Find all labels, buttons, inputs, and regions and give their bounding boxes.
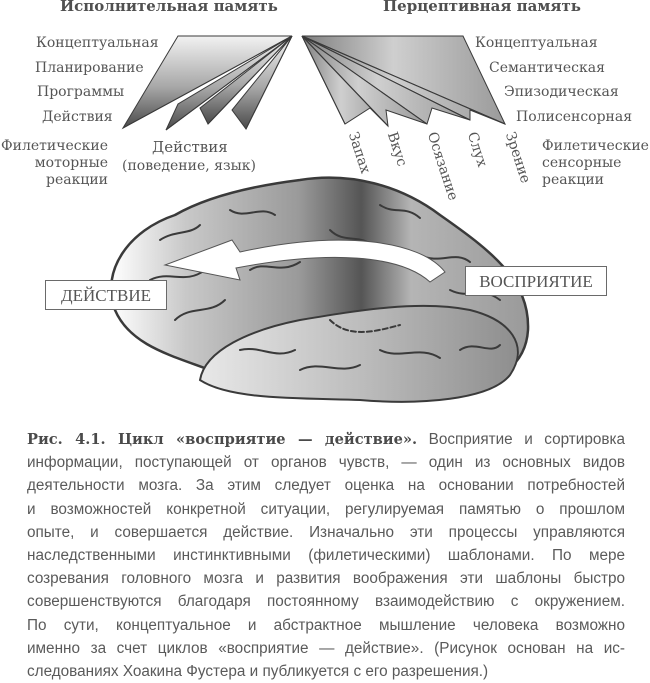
exec-level-actions: Действия [42,109,113,125]
caption-line-3: деятельности мозга. За этим следует оценка на основании потребностей [27,477,625,495]
perc-phyletic-1: Филетические [542,138,649,154]
exec-phyletic-1: Филетические [1,138,108,154]
perc-level-conceptual: Концептуальная [475,35,598,51]
perc-phyletic-2: сенсорные [542,155,622,171]
exec-phyletic-2: моторные [34,155,108,171]
action-label-box: ДЕЙСТВИЕ [45,280,167,310]
exec-level-programs: Программы [37,84,125,100]
sense-smell: Запах [344,130,374,176]
exec-output-title: Действия [152,138,228,156]
perc-level-episodic: Эпизодическая [504,84,619,100]
caption-line-1: Восприятие и сортировка [417,431,625,448]
caption-line-7: созревания головного мозга и развития воображения эти шаблоны быстро [27,570,625,588]
exec-level-planning: Планирование [35,60,144,76]
perc-phyletic-3: реакции [542,172,605,188]
sense-taste: Вкус [383,130,410,169]
sense-touch: Осязание [423,130,461,203]
exec-output-subtitle: (поведение, язык) [122,158,256,174]
perc-level-polysensory: Полисенсорная [516,109,633,125]
sense-vision: Зрение [501,130,534,186]
caption-line-6: наследственными инстинктивными (филетическими) шаблонами. По мере [27,547,625,565]
exec-phyletic-3: реакции [45,172,108,188]
caption-line-10: именно за счет циклов «восприятие — действие». (Рисунок основан на ис- [27,639,625,657]
perception-label-box: ВОСПРИЯТИЕ [465,266,607,296]
caption-line-8: совершенствуются благодаря постоянному взаимодействию с окружением. [27,593,625,611]
caption-line-4: и возможностей конкретной ситуации, регулируемая памятью о прошлом [27,500,625,518]
perc-level-semantic: Семантическая [489,60,605,76]
caption-line-11: следованиях Хоакина Фустера и публикуется с его разрешения.) [27,663,489,681]
caption-title: Рис. 4.1. Цикл «восприятие — действие». [27,431,418,448]
executive-memory-header: Исполнительная память [60,0,278,15]
exec-level-conceptual: Концептуальная [36,35,159,51]
caption-line-9: По сути, концептуальное и абстрактное мышление человека возможно [27,616,625,634]
caption-line-2: информации, поступающей от органов чувств, — один из основных видов [27,454,625,472]
sense-hearing: Слух [463,130,491,169]
figure-caption [27,428,625,683]
perceptual-memory-header: Перцептивная память [383,0,581,15]
caption-line-5: опыте, и совершается действие. Изначально эти процессы управляются [27,523,625,541]
